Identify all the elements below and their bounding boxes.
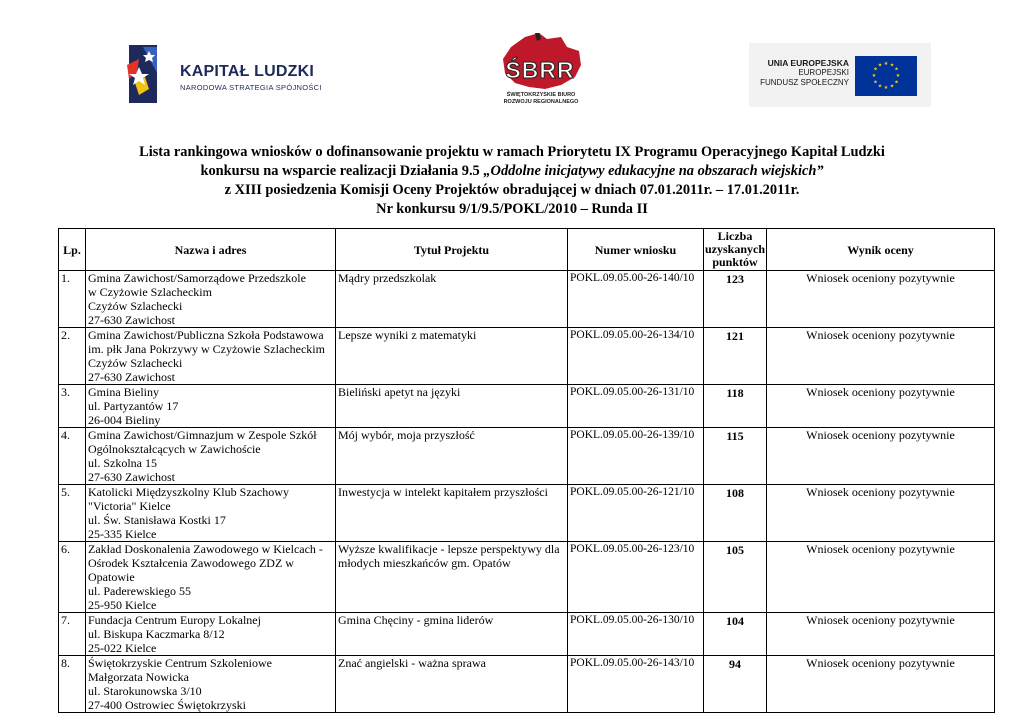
- svg-text:★: ★: [895, 73, 901, 79]
- cell-name-address: [86, 428, 336, 485]
- name-address-line: Zakład Doskonalenia Zawodowego w Kielcach -: [88, 542, 323, 556]
- cell-result: Wniosek oceniony pozytywnie: [767, 613, 995, 656]
- heading-line-2: [0, 162, 1024, 181]
- document-heading: [0, 143, 1024, 219]
- cell-result: Wniosek oceniony pozytywnie: [767, 428, 995, 485]
- ranking-table: [58, 228, 995, 713]
- cell-points: 123: [704, 271, 767, 328]
- table-header-row: [59, 229, 995, 271]
- cell-project-title: Inwestycja w intelekt kapitałem przyszłości: [336, 485, 568, 542]
- cell-points: 94: [704, 656, 767, 713]
- cell-lp: 8.: [59, 656, 86, 713]
- cell-application-number: POKL.09.05.00-26-143/10: [568, 656, 704, 713]
- cell-project-title: Mój wybór, moja przyszłość: [336, 428, 568, 485]
- name-address-line: im. płk Jana Pokrzywy w Czyżowie Szlacheckim: [88, 342, 325, 356]
- svg-text:★: ★: [883, 85, 889, 91]
- svg-text:★: ★: [873, 79, 878, 86]
- cell-application-number: POKL.09.05.00-26-121/10: [568, 485, 704, 542]
- cell-lp: 7.: [59, 613, 86, 656]
- svg-text:★: ★: [871, 73, 877, 79]
- cell-lp: 5.: [59, 485, 86, 542]
- kapital-ludzki-logo: [127, 43, 327, 105]
- name-address-line: Małgorzata Nowicka: [88, 670, 189, 684]
- kapital-ludzki-mark-icon: [127, 43, 167, 105]
- cell-name-address: [86, 656, 336, 713]
- name-address-line: Gmina Zawichost/Samorządowe Przedszkole: [88, 271, 306, 285]
- cell-points: 121: [704, 328, 767, 385]
- header-number: Numer wniosku: [568, 229, 704, 271]
- header-points-line-1: Liczba: [717, 229, 753, 243]
- cell-lp: 3.: [59, 385, 86, 428]
- cell-application-number: POKL.09.05.00-26-130/10: [568, 613, 704, 656]
- cell-lp: 2.: [59, 328, 86, 385]
- cell-name-address: [86, 385, 336, 428]
- cell-project-title: Wyższe kwalifikacje - lepsze perspektywy dla młodych mieszkańców gm. Opatów: [336, 542, 568, 613]
- eu-line-1: UNIA EUROPEJSKA: [767, 58, 849, 68]
- svg-text:★: ★: [889, 62, 895, 69]
- cell-result: Wniosek oceniony pozytywnie: [767, 385, 995, 428]
- svg-text:★: ★: [877, 83, 883, 90]
- cell-name-address: [86, 613, 336, 656]
- name-address-line: Świętokrzyskie Centrum Szkoleniowe: [88, 656, 272, 670]
- header-name: Nazwa i adres: [86, 229, 336, 271]
- table-row: [59, 328, 995, 385]
- ranking-table-body: [59, 271, 995, 713]
- eu-efs-text: [760, 58, 849, 88]
- cell-lp: 1.: [59, 271, 86, 328]
- cell-points: 105: [704, 542, 767, 613]
- eu-efs-logo: [749, 43, 931, 107]
- name-address-line: Ośrodek Kształcenia Zawodowego ZDZ w Opatowie: [88, 556, 294, 584]
- name-address-line: "Victoria" Kielce: [88, 499, 171, 513]
- name-address-line: w Czyżowie Szlacheckim: [88, 285, 212, 299]
- cell-name-address: [86, 328, 336, 385]
- cell-points: 104: [704, 613, 767, 656]
- sbrr-logo: [495, 33, 590, 111]
- name-address-line: ul. Partyzantów 17: [88, 399, 179, 413]
- name-address-line: Fundacja Centrum Europy Lokalnej: [88, 613, 261, 627]
- name-address-line: ul. Paderewskiego 55: [88, 584, 191, 598]
- name-address-line: 27-630 Zawichost: [88, 470, 175, 484]
- cell-lp: 6.: [59, 542, 86, 613]
- svg-text:★: ★: [883, 61, 889, 67]
- cell-project-title: Mądry przedszkolak: [336, 271, 568, 328]
- cell-project-title: Znać angielski - ważna sprawa: [336, 656, 568, 713]
- name-address-line: 26-004 Bieliny: [88, 413, 161, 427]
- eu-flag-icon: [855, 56, 917, 96]
- cell-project-title: Lepsze wyniki z matematyki: [336, 328, 568, 385]
- name-address-line: ul. Biskupa Kaczmarka 8/12: [88, 627, 225, 641]
- svg-text:★: ★: [877, 62, 883, 69]
- cell-result: Wniosek oceniony pozytywnie: [767, 542, 995, 613]
- svg-text:★: ★: [873, 66, 878, 73]
- cell-points: 118: [704, 385, 767, 428]
- name-address-line: Gmina Zawichost/Publiczna Szkoła Podstawowa: [88, 328, 324, 342]
- table-row: [59, 385, 995, 428]
- cell-points: 115: [704, 428, 767, 485]
- cell-lp: 4.: [59, 428, 86, 485]
- name-address-line: 25-335 Kielce: [88, 527, 157, 541]
- name-address-line: 25-950 Kielce: [88, 598, 157, 612]
- cell-application-number: POKL.09.05.00-26-131/10: [568, 385, 704, 428]
- svg-text:★: ★: [894, 79, 899, 86]
- name-address-line: ul. Starokunowska 3/10: [88, 684, 202, 698]
- header-result: Wynik oceny: [767, 229, 995, 271]
- cell-name-address: [86, 542, 336, 613]
- eu-line-3: FUNDUSZ SPOŁECZNY: [760, 78, 849, 87]
- cell-application-number: POKL.09.05.00-26-123/10: [568, 542, 704, 613]
- heading-line-2-italic: „Oddolne inicjatywy edukacyjne na obszarach wiejskich”: [483, 163, 824, 179]
- table-row: [59, 428, 995, 485]
- name-address-line: Ogólnokształcących w Zawichoście: [88, 442, 261, 456]
- name-address-line: 27-630 Zawichost: [88, 370, 175, 384]
- svg-text:★: ★: [889, 83, 895, 90]
- cell-project-title: Bieliński apetyt na języki: [336, 385, 568, 428]
- name-address-line: Katolicki Międzyszkolny Klub Szachowy: [88, 485, 289, 499]
- sbrr-sub-line-1: ŚWIĘTOKRZYSKIE BIURO: [506, 92, 576, 98]
- cell-result: Wniosek oceniony pozytywnie: [767, 485, 995, 542]
- name-address-line: Czyżów Szlachecki: [88, 299, 183, 313]
- name-address-line: Gmina Bieliny: [88, 385, 159, 399]
- name-address-line: 27-630 Zawichost: [88, 313, 175, 327]
- name-address-line: 25-022 Kielce: [88, 641, 157, 655]
- name-address-line: ul. Szkolna 15: [88, 456, 157, 470]
- header-logos: [0, 0, 1024, 120]
- header-points-line-3: punktów: [712, 255, 758, 269]
- header-title: Tytuł Projektu: [336, 229, 568, 271]
- cell-name-address: [86, 271, 336, 328]
- svg-text:★: ★: [894, 66, 899, 73]
- kapital-ludzki-title: KAPITAŁ LUDZKI: [180, 63, 315, 80]
- cell-application-number: POKL.09.05.00-26-140/10: [568, 271, 704, 328]
- name-address-line: Gmina Zawichost/Gimnazjum w Zespole Szkół: [88, 428, 317, 442]
- sbrr-wordmark: ŚBRR: [505, 57, 575, 83]
- heading-line-2-prefix: konkursu na wsparcie realizacji Działania 9.5: [200, 163, 484, 179]
- eu-line-2: EUROPEJSKI: [798, 68, 849, 77]
- cell-result: Wniosek oceniony pozytywnie: [767, 328, 995, 385]
- table-row: [59, 485, 995, 542]
- header-lp: Lp.: [59, 229, 86, 271]
- table-row: [59, 656, 995, 713]
- cell-project-title: Gmina Chęciny - gmina liderów: [336, 613, 568, 656]
- header-points-line-2: uzyskanych: [704, 242, 766, 256]
- heading-line-1: Lista rankingowa wniosków o dofinansowanie projektu w ramach Priorytetu IX Programu Operacyjnego Kapitał Ludzki: [139, 144, 885, 160]
- sbrr-subtitle: [495, 92, 587, 106]
- table-row: [59, 271, 995, 328]
- cell-name-address: [86, 485, 336, 542]
- table-row: [59, 542, 995, 613]
- kapital-ludzki-subtitle: NARODOWA STRATEGIA SPÓJNOŚCI: [180, 83, 322, 92]
- sbrr-sub-line-2: ROZWOJU REGIONALNEGO: [503, 99, 579, 105]
- cell-application-number: POKL.09.05.00-26-134/10: [568, 328, 704, 385]
- heading-line-4: Nr konkursu 9/1/9.5/POKL/2010 – Runda II: [376, 201, 648, 217]
- cell-result: Wniosek oceniony pozytywnie: [767, 271, 995, 328]
- header-points: [704, 229, 767, 271]
- heading-line-3: z XIII posiedzenia Komisji Oceny Projektów obradującej w dniach 07.01.2011r. – 17.01.2011r.: [224, 182, 800, 198]
- cell-result: Wniosek oceniony pozytywnie: [767, 656, 995, 713]
- cell-points: 108: [704, 485, 767, 542]
- name-address-line: 27-400 Ostrowiec Świętokrzyski: [88, 698, 246, 712]
- cell-application-number: POKL.09.05.00-26-139/10: [568, 428, 704, 485]
- name-address-line: Czyżów Szlachecki: [88, 356, 183, 370]
- name-address-line: ul. Św. Stanisława Kostki 17: [88, 513, 226, 527]
- table-row: [59, 613, 995, 656]
